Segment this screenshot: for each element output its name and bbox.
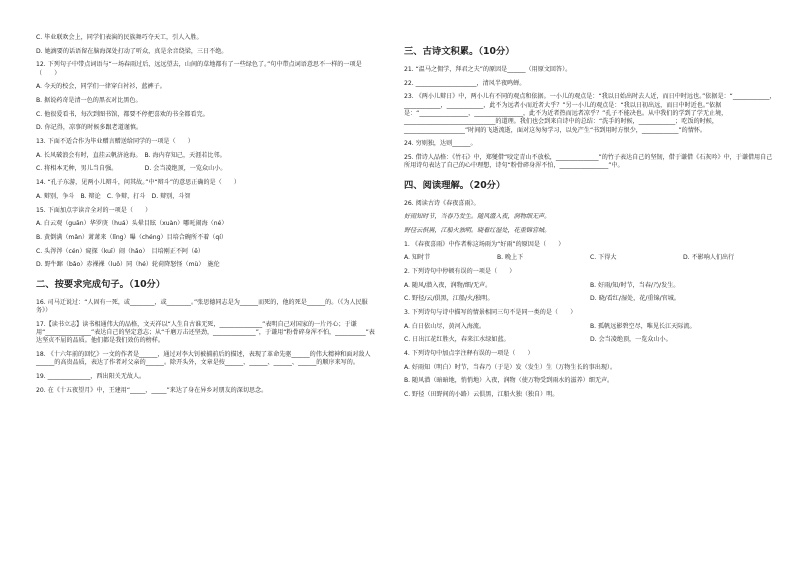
option: B. 随风潜（暗暗地，悄悄地）入夜，润物（使万物受到雨水的滋养）细无声。 (404, 377, 614, 385)
question-line: 16. 司马迁说过：“人固有一死，或________，或________。”张思德同志是为______而死的，他的死是______的。（《为人民服务》） (36, 298, 368, 314)
option: C. 下得大 (590, 254, 617, 262)
question-line: A. 白云观（guān）华罗庚（huá）头晕目眩（xuàn）哪吒闹海（né） (36, 220, 228, 228)
section-3-block (404, 66, 776, 171)
question-line: C. 毕业联欢会上，同学们表演的民族舞巧夺天工，引人入胜。 (36, 34, 203, 41)
poem-line: 野径云俱黑，江船火独明。晓看红湿处，花重锦官城。 (404, 226, 551, 234)
question-line: D. 她滴要的话语留在脑海深处打动了听众，真是余音绕梁，三日不绝。 (36, 47, 228, 55)
question-line: 26. 阅读古诗《春夜喜雨》。 (404, 199, 480, 207)
question-line: 19. ______________，西出阳关无故人。 (36, 372, 146, 380)
right-column (404, 34, 776, 405)
question-line: 4. 下列诗句中加点字注释有误的一项是（ ） (404, 350, 534, 358)
question-line: A. 今天的校会，同学们一律穿白衬衫，蓝裤子。 (36, 83, 166, 91)
question-line: 12. 下列句子中带点词语与“一场春雨过后，远远望去，山间的草地都有了一些绿色了。”句中带点词语意思不一样的一项是（ ） (36, 61, 362, 77)
question-line: A. 辩别，争斗 B. 辩论 C. 争辩，打斗 D. 辩别，斗智 (36, 192, 191, 200)
question-line: 2. 下列诗句中停顿有误的一项是（ ） (404, 267, 516, 275)
options-row (404, 323, 776, 331)
poem-line: 好雨知时节，当春乃发生。随风潜入夜，润物细无声。 (404, 213, 551, 221)
options-row (404, 282, 776, 290)
question-line: 23. 《两小儿辩日》中，两小儿有不同的观点和依据。一小儿的观点是：“我以日始出时去人近，而日中时远也。”依据是：“____________，____________，____________，此不为远者小而近者大乎？”另一小儿的观点是：“我以日初出远，而日中时近也。”依据是：“________________，________________，此不为近者热而远者凉乎？”孔子不能决也。从中我们的学到了学无止境，______________________________的道理。我们也会到来自诗中的总结：“洗手的时候，____________；吃饭的时候，____________________”时间的飞逝流逝，面对这匆匆学习，以免产生“书到用时方恨少，____________”的情怀。 (404, 93, 776, 134)
question-line: C. 将相本无种，男儿当自强。 D. 会当凌绝顶，一览众山小。 (36, 165, 227, 173)
question-line: 15. 下面加点字读音全对的一项是（ ） (36, 206, 152, 214)
options-row (404, 254, 776, 262)
question-line: 22. ____________________，清风半夜鸣蝉。 (404, 79, 526, 87)
section-2-block (36, 299, 376, 395)
question-line: 25. 借诗人品格：《竹石》中，郑燮借“咬定青山不放松，______________”的竹子表达自己的坚韧，借于谦借《石灰吟》中，于谦借用自己所用诗句表达了自己的心中理想，诗句“粉骨碎身浑不怕，________________”中。 (404, 153, 773, 170)
question-line: B. 黄倒满（mǎn）萧萧来（lǐng）曝（chéng）目培合碗所不着（qí） (36, 233, 228, 241)
options-row (404, 336, 776, 344)
question-line: 20. 在《十五夜望月》中，王建用“_____，_____”来达了身在异乡对朋友的深切思念。 (36, 386, 268, 394)
option: D. 会当凌绝顶，一览众山小。 (590, 336, 672, 344)
question-line: 1. 《春夜喜雨》中作者称这场雨为“好雨”的原因是（ ） (404, 240, 565, 248)
left-column (36, 34, 376, 400)
question-line: 18. 《十六年前的回忆》一文的作者是______，通过对李大钊被捕前后的描述，表现了革命先驱______的伟大精神和面对敌人______的高贵品质，表达了作者对父亲的______。除开头外，文章是按______、______、______、______的顺序来写的。 (36, 350, 371, 367)
question-line: C. 头涔涔（cén）窥探（kuī）闹（hǎo） 目培刚正不阿（ē） (36, 247, 204, 255)
question-line: 14. “孔子东游，见两小儿辩斗，问其故。”中“辩斗”的意思正确的是（ ） (36, 179, 241, 187)
question-line: 21. “温马之佣学，拜君之夫”的原因是______（用原文回答）。 (404, 66, 572, 73)
section-4-block (404, 200, 776, 400)
question-line: 24. 穷则独，达则______。 (404, 140, 477, 148)
left-questions-block (36, 34, 376, 270)
section-3-title: 三、古诗文积累。（10分） (404, 46, 515, 57)
option: A. 知时节 (404, 254, 431, 262)
option: C. 野径/云/俱黑，江船/火/独明。 (404, 295, 494, 303)
option: B. 晚上下 (497, 254, 524, 262)
section-2-title: 二、按要求完成句子。（10分） (36, 278, 166, 290)
option: C. 野径（田野间的小路）云俱黑，江船火独（独自）明。 (404, 391, 559, 399)
option: D. 晓/看红/湿处，花/重锦/官城。 (590, 295, 680, 303)
option: B. 好雨/知/时节，当春/乃/发生。 (590, 281, 680, 289)
option: B. 孤帆远影碧空尽，唯见长江天际流。 (590, 322, 696, 330)
option: A. 随风/潜入夜，润物/细/无声。 (404, 281, 492, 289)
options-row (404, 295, 776, 303)
question-line: A. 长风破浪会有时，直挂云帆济沧海。 B. 海内存知己，天涯若比邻。 (36, 151, 226, 159)
option: A. 好雨知（明白）时节，当春乃（于是）发（发生）生（万物生长的事出现）。 (404, 363, 617, 371)
question-line: D. 野牛蹿（bǎo）赤裸裸（luǒ）同（hé）轮荷降怒怪（mù） 施伦 (36, 261, 220, 269)
option: A. 白日依山尽，黄河入海流。 (404, 322, 486, 330)
question-line: C. 他很爱看书，每次到图书馆，都要不停把喜欢的书全都看完。 (36, 110, 209, 118)
option: C. 日出江花红胜火，春来江水绿如蓝。 (404, 336, 510, 344)
question-line: B. 据说药奇是清一色的黑衣对比黑色。 (36, 97, 142, 105)
option: D. 不影响人们出行 (683, 254, 735, 262)
question-line: D. 你记得，凉事的时候多跟老道谨慎。 (36, 124, 143, 132)
question-line: 3. 下列诗句与诗中描写的情景相同三句不是同一类的是（ ） (404, 309, 577, 317)
question-line: 17.【读书立志】读书相通伟大的品格，文天祥以“人生自古谁无死，______________”表明自己对国家的一片丹心；于谦用“_______________”表达自己的坚定意志；从“千磨万击还坚劲，______________”，于谦用“粉骨碎身浑不怕，__________”表达坚贞不屈的品质。他们都是我们效仿的榜样。 (36, 320, 375, 345)
section-4-title: 四、阅读理解。（20分） (404, 179, 506, 191)
question-line: 13. 下面不适合作为毕业赠言赠送给同学的一项是（ ） (36, 138, 194, 146)
